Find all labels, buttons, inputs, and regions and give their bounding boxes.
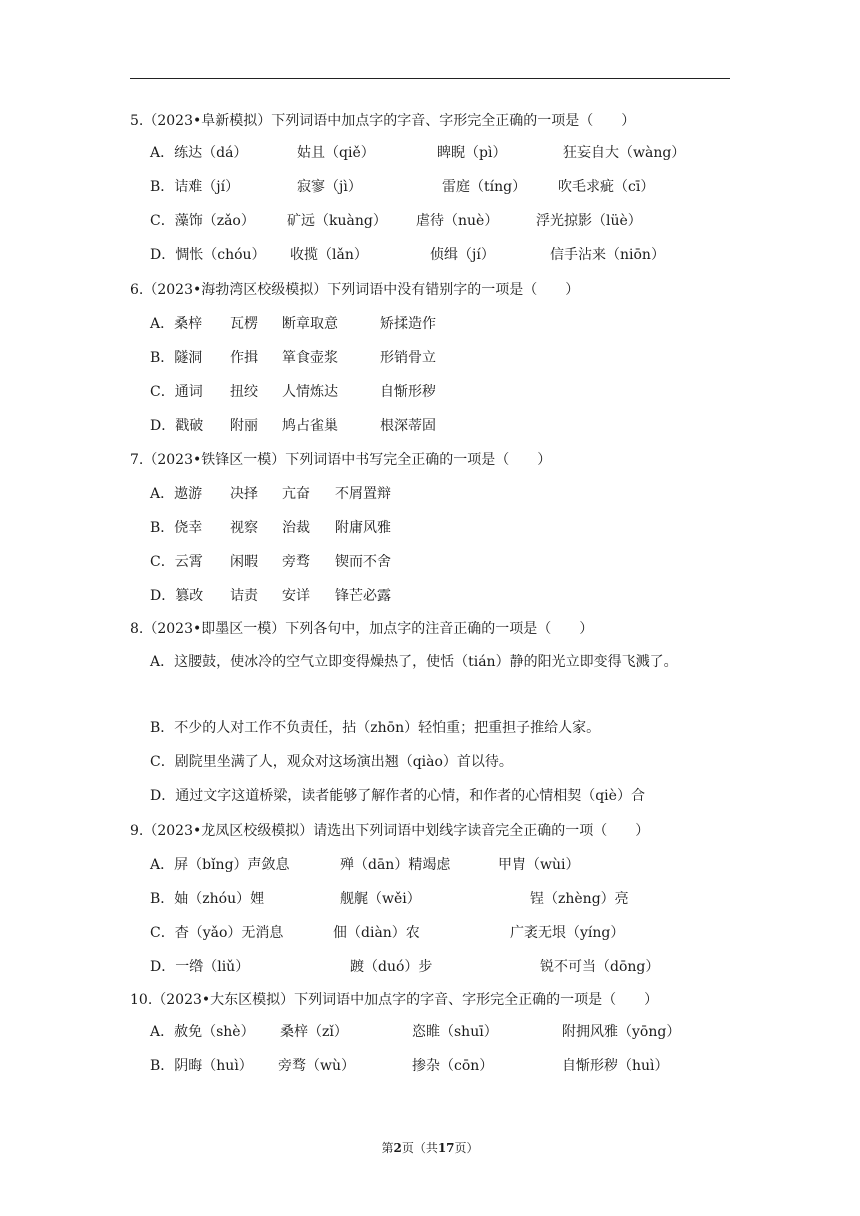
q5-d-1: D．惆怅（chóu）: [150, 247, 266, 263]
q9-d-3: 锐不可当（dōng）: [540, 959, 660, 975]
q6-b-3: 箪食壶浆: [282, 350, 338, 366]
q10-b-3: 掺杂（cōn）: [412, 1058, 494, 1074]
q6-b-4: 形销骨立: [380, 350, 436, 366]
q5-b-3: 雷庭（tíng）: [442, 179, 527, 195]
footer-prefix: 第: [381, 1141, 394, 1155]
q9-c-1: C．杳（yǎo）无消息: [150, 925, 284, 941]
q10-a-4: 附拥风雅（yōng）: [562, 1024, 681, 1040]
q9-a-3: 甲胄（wùi）: [498, 857, 580, 873]
q6-c-1: C．通词: [150, 384, 203, 400]
footer-page-number: 2: [393, 1141, 402, 1155]
q5-a-2: 姑且（qiě）: [297, 145, 375, 161]
q6-b-1: B．隧洞: [150, 350, 203, 366]
q7-a-4: 不屑置辩: [335, 486, 391, 502]
q5-a-3: 睥睨（pì）: [437, 145, 507, 161]
question-9-stem: 9.（2023•龙凤区校级模拟）请选出下列词语中划线字读音完全正确的一项（ ）: [130, 823, 650, 839]
q6-d-1: D．戳破: [150, 418, 204, 434]
q7-d-4: 锋芒必露: [335, 588, 391, 604]
q9-c-2: 佃（diàn）农: [333, 925, 420, 941]
q6-d-4: 根深蒂固: [380, 418, 436, 434]
q9-a-1: A．屏（bǐng）声敛息: [150, 857, 290, 873]
q7-a-3: 亢奋: [282, 486, 310, 502]
q9-d-1: D．一绺（liǔ）: [150, 959, 250, 975]
q6-a-1: A．桑梓: [150, 316, 203, 332]
q10-b-1: B．阴晦（huì）: [150, 1058, 253, 1074]
q5-d-3: 侦缉（jí）: [430, 247, 495, 263]
q7-d-1: D．篡改: [150, 588, 204, 604]
q5-a-4: 狂妄自大（wàng）: [563, 145, 686, 161]
question-5-stem: 5.（2023•阜新模拟）下列词语中加点字的字音、字形完全正确的一项是（ ）: [130, 113, 636, 129]
q5-b-1: B．诘难（jí）: [150, 179, 240, 195]
q5-c-2: 矿远（kuàng）: [287, 213, 387, 229]
q7-b-4: 附庸风雅: [335, 520, 391, 536]
q6-a-3: 断章取意: [282, 316, 338, 332]
q7-d-2: 诘责: [230, 588, 258, 604]
question-8-option-c: C．剧院里坐满了人，观众对这场演出翘（qiào）首以待。: [150, 754, 513, 770]
q7-d-3: 安详: [282, 588, 310, 604]
question-6-stem: 6.（2023•海勃湾区校级模拟）下列词语中没有错别字的一项是（ ）: [130, 282, 580, 298]
q5-d-4: 信手沾来（niōn）: [550, 247, 665, 263]
q6-b-2: 作揖: [230, 350, 258, 366]
q10-a-1: A．赦免（shè）: [150, 1024, 255, 1040]
q6-d-3: 鸠占雀巢: [282, 418, 338, 434]
q5-d-2: 收揽（lǎn）: [290, 247, 368, 263]
q9-d-2: 踱（duó）步: [350, 959, 433, 975]
q10-b-4: 自惭形秽（huì）: [562, 1058, 669, 1074]
q7-c-2: 闲暇: [230, 554, 258, 570]
q6-a-2: 瓦楞: [230, 316, 258, 332]
q5-c-1: C．藻饰（zǎo）: [150, 213, 255, 229]
page-footer: [0, 1140, 860, 1156]
q10-a-2: 桑梓（zǐ）: [280, 1024, 348, 1040]
q5-b-2: 寂寥（jì）: [297, 179, 362, 195]
q9-b-1: B．妯（zhóu）娌: [150, 891, 265, 907]
q6-c-3: 人情炼达: [282, 384, 338, 400]
q5-c-3: 虐待（nuè）: [416, 213, 499, 229]
q9-c-3: 广袤无垠（yíng）: [510, 925, 625, 941]
q6-a-4: 矫揉造作: [380, 316, 436, 332]
q5-b-4: 吹毛求疵（cī）: [558, 179, 655, 195]
question-10-stem: 10.（2023•大东区模拟）下列词语中加点字的字音、字形完全正确的一项是（ ）: [130, 992, 659, 1008]
q9-a-2: 殚（dān）精竭虑: [340, 857, 451, 873]
q7-c-3: 旁骛: [282, 554, 310, 570]
q5-c-4: 浮光掠影（lüè）: [536, 213, 642, 229]
q6-c-4: 自惭形秽: [380, 384, 436, 400]
footer-mid: 页（共: [401, 1141, 438, 1155]
q7-b-2: 视察: [230, 520, 258, 536]
q7-c-1: C．云霄: [150, 554, 203, 570]
footer-suffix: 页）: [454, 1141, 479, 1155]
q6-c-2: 扭绞: [230, 384, 258, 400]
question-8-option-d: D．通过文字这道桥梁，读者能够了解作者的心情，和作者的心情相契（qiè）合: [150, 788, 645, 804]
q7-b-1: B．侥幸: [150, 520, 203, 536]
footer-total-pages: 17: [437, 1141, 455, 1155]
question-8-stem: 8.（2023•即墨区一模）下列各句中，加点字的注音正确的一项是（ ）: [130, 621, 594, 637]
q9-b-3: 锃（zhèng）亮: [530, 891, 629, 907]
q7-c-4: 锲而不舍: [335, 554, 391, 570]
q10-b-2: 旁骛（wù）: [278, 1058, 355, 1074]
question-8-option-a: A．这腰鼓，使冰冷的空气立即变得燥热了，使恬（tián）静的阳光立即变得飞溅了。: [150, 654, 678, 670]
q9-b-2: 舰艉（wěi）: [340, 891, 421, 907]
q6-d-2: 附丽: [230, 418, 258, 434]
q7-a-2: 决择: [230, 486, 258, 502]
q5-a-1: A．练达（dá）: [150, 145, 248, 161]
q10-a-3: 恣睢（shuī）: [412, 1024, 498, 1040]
header-rule: [130, 78, 730, 79]
q7-a-1: A．遨游: [150, 486, 203, 502]
question-8-option-b: B．不少的人对工作不负责任，拈（zhōn）轻怕重；把重担子推给人家。: [150, 720, 601, 736]
q7-b-3: 治裁: [282, 520, 310, 536]
question-7-stem: 7.（2023•铁锋区一模）下列词语中书写完全正确的一项是（ ）: [130, 452, 552, 468]
